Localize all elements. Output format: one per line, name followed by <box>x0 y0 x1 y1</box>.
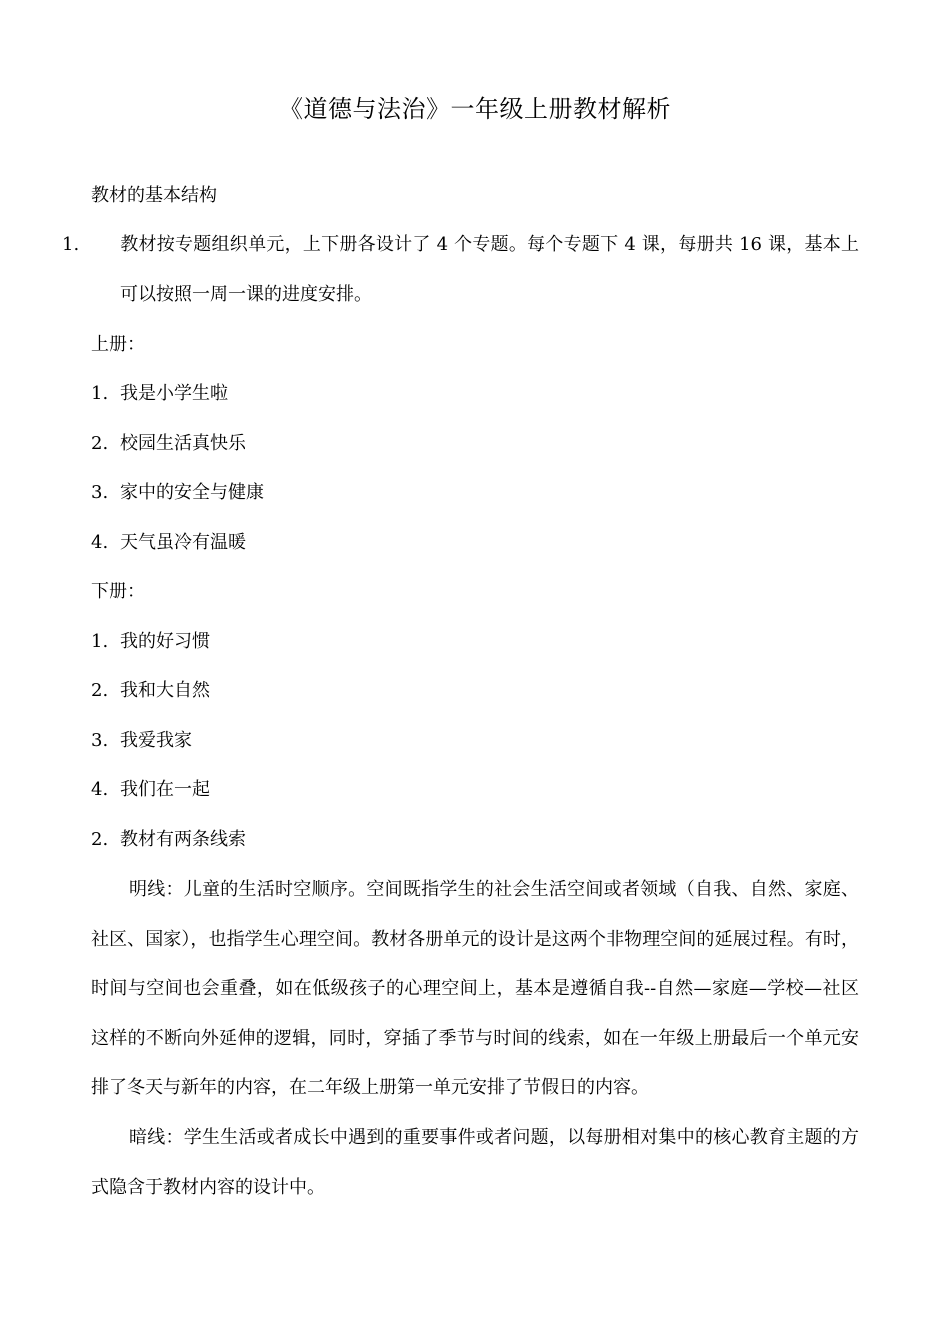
upper-item-number: 2. <box>91 433 109 454</box>
lower-item <box>91 678 210 704</box>
paragraph-explicit-clue: 明线：儿童的生活时空顺序。空间既指学生的社会生活空间或者领域（自我、自然、家庭、社区、国家），也指学生心理空间。教材各册单元的设计是这两个非物理空间的延展过程。有时，时间与空间也会重叠，如在低级孩子的心理空间上，基本是遵循自我--自然—家庭—学校—社区这样的不断向外延伸的逻辑，同时，穿插了季节与时间的线索，如在一年级上册最后一个单元安排了冬天与新年的内容，在二年级上册第一单元安排了节假日的内容。 <box>91 879 859 1098</box>
lower-item-number: 4. <box>91 779 109 800</box>
section-heading: 教材的基本结构 <box>91 185 217 206</box>
upper-volume-label: 上册： <box>91 334 145 355</box>
point-2-text: 教材有两条线索 <box>120 829 246 850</box>
lower-item <box>91 777 210 803</box>
upper-item <box>91 480 264 506</box>
lower-volume-label: 下册： <box>91 581 145 602</box>
upper-item-text: 家中的安全与健康 <box>120 482 264 503</box>
lower-item-text: 我爱我家 <box>120 730 192 751</box>
lower-item-text: 我们在一起 <box>120 779 210 800</box>
upper-item-number: 3. <box>91 482 109 503</box>
lower-item <box>91 629 210 655</box>
upper-item-text: 天气虽冷有温暖 <box>120 532 246 553</box>
lower-item-text: 我的好习惯 <box>120 631 210 652</box>
document-title: 《道德与法治》一年级上册教材解析 <box>279 95 671 123</box>
point-2 <box>91 827 246 853</box>
point-2-number: 2. <box>91 829 109 850</box>
upper-item-number: 1. <box>91 383 109 404</box>
lower-item-number: 2. <box>91 680 109 701</box>
upper-item <box>91 381 228 407</box>
point-1-text: 教材按专题组织单元，上下册各设计了 4 个专题。每个专题下 4 课，每册共 16 课，基本上可以按照一周一课的进度安排。 <box>120 234 859 305</box>
point-1 <box>62 220 859 319</box>
lower-item-number: 3. <box>91 730 109 751</box>
upper-item <box>91 530 246 556</box>
lower-item-number: 1. <box>91 631 109 652</box>
lower-item-text: 我和大自然 <box>120 680 210 701</box>
paragraph-implicit-clue: 暗线：学生生活或者成长中遇到的重要事件或者问题，以每册相对集中的核心教育主题的方式隐含于教材内容的设计中。 <box>91 1127 859 1198</box>
lower-item <box>91 728 192 754</box>
upper-item-number: 4. <box>91 532 109 553</box>
upper-item-text: 校园生活真快乐 <box>120 433 246 454</box>
upper-item <box>91 431 246 457</box>
upper-item-text: 我是小学生啦 <box>120 383 228 404</box>
point-1-number: 1. <box>62 234 80 255</box>
